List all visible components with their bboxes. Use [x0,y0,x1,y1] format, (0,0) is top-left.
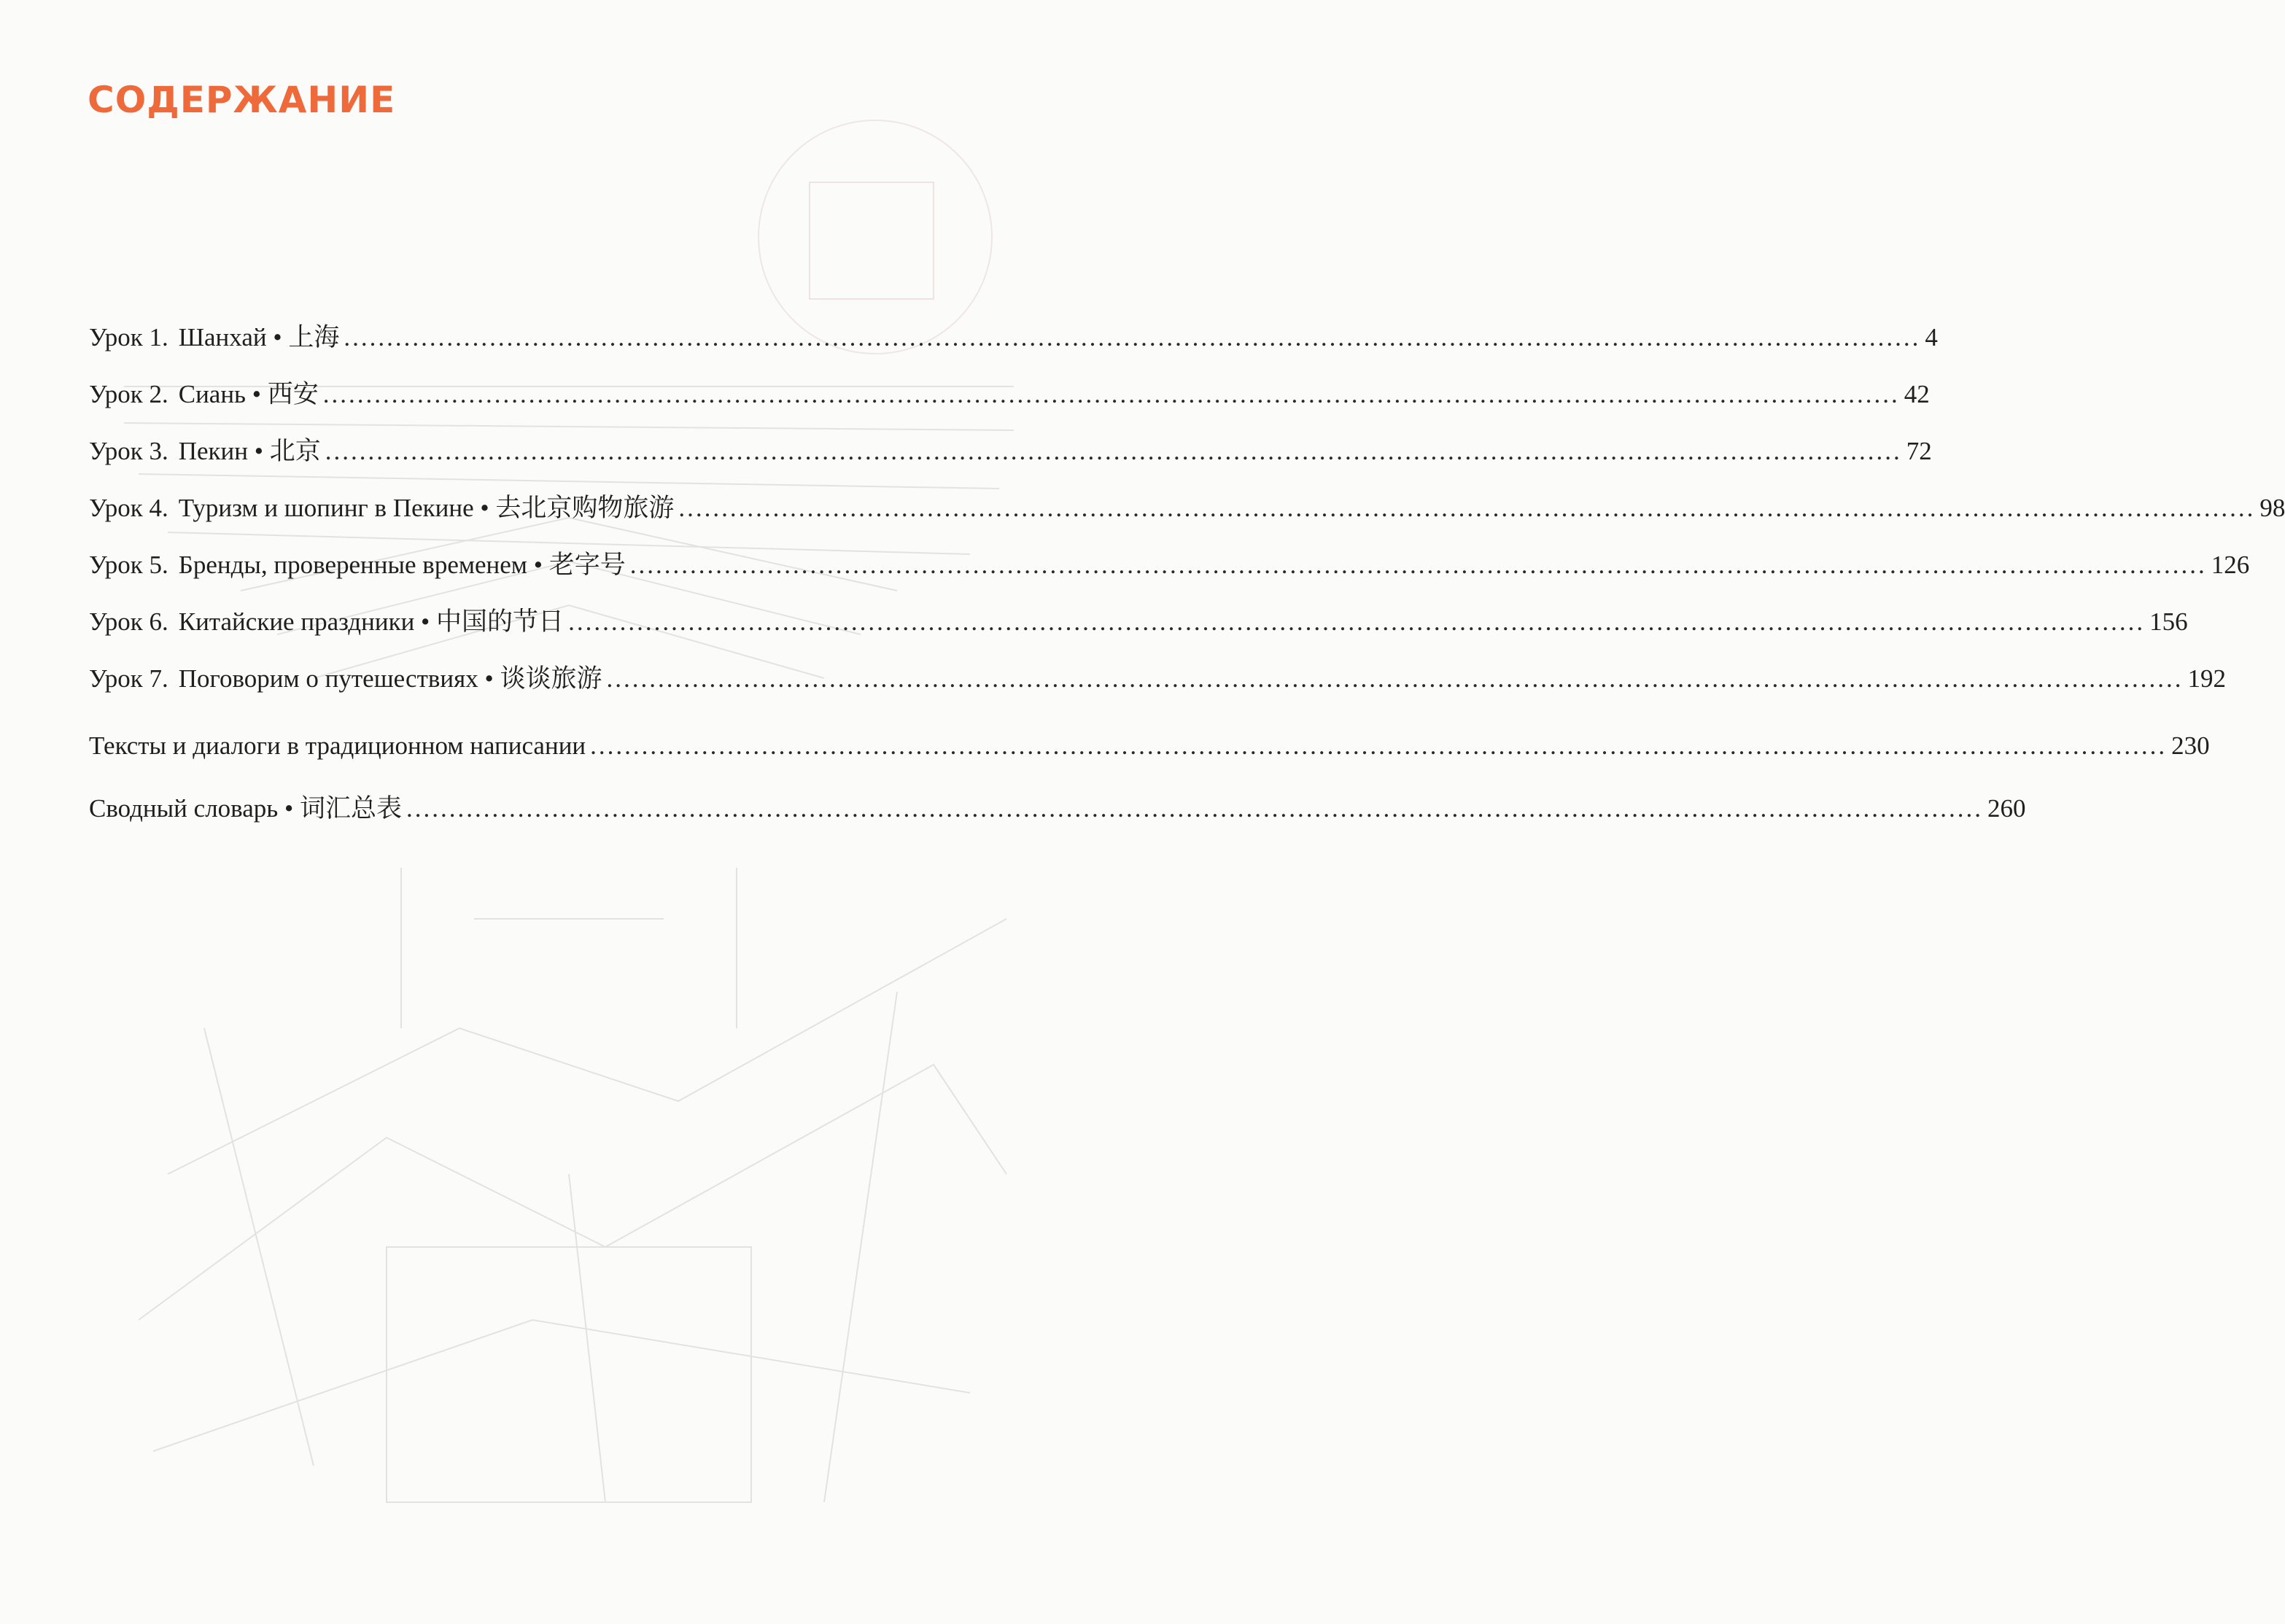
page-number: 42 [1904,380,1930,408]
page-number: 72 [1906,437,1932,465]
toc-entry-label: Тексты и диалоги в традиционном написании [89,731,586,760]
lesson-number: Урок 4. [89,494,168,522]
toc-entry-label [89,658,602,695]
dot-leader: ........................................................................................................................................................................................ [678,494,2256,522]
dot-leader: ........................................................................................................................................................................................ [344,323,1921,351]
toc-entry-label [89,317,339,354]
toc-entry-lesson-5[interactable] [89,545,2250,581]
toc-entry-lesson-6[interactable] [89,602,2188,638]
toc-entry-label [89,545,626,581]
toc-entry-lesson-1[interactable] [89,317,1938,354]
lesson-number: Урок 1. [89,323,168,351]
lesson-number: Урок 5. [89,551,168,579]
page-number: 98 [2259,494,2285,522]
page-number: 4 [1925,323,1938,351]
dot-leader: ........................................................................................................................................................................................ [322,380,1900,408]
dot-leader: ........................................................................................................................................................................................ [406,794,1983,823]
dot-leader: ........................................................................................................................................................................................ [606,664,2184,693]
lesson-title: Бренды, проверенные временем • 老字号 [178,551,626,579]
toc-entry-lesson-4[interactable] [89,488,2285,524]
page-number: 192 [2187,664,2227,693]
toc-entry-glossary[interactable] [89,788,2026,825]
dot-leader: ........................................................................................................................................................................................ [629,551,2207,579]
lesson-title: Китайские праздники • 中国的节日 [178,607,565,636]
toc-entry-lesson-2[interactable] [89,374,1930,411]
page-number: 126 [2211,551,2250,579]
toc-entry-lesson-7[interactable] [89,658,2227,695]
dot-leader: ........................................................................................................................................................................................ [325,437,1902,465]
dot-leader: ........................................................................................................................................................................................ [590,731,2168,760]
lesson-number: Урок 6. [89,607,168,636]
toc-entry-label [89,374,319,411]
page-title: СОДЕРЖАНИЕ [88,79,396,121]
toc-entry-label [89,431,321,467]
toc-entry-lesson-3[interactable] [89,431,1932,467]
page-number: 260 [1987,794,2026,823]
lesson-title: Поговорим о путешествиях • 谈谈旅游 [178,664,602,693]
lesson-number: Урок 7. [89,664,168,693]
toc-entry-label: Сводный словарь • 词汇总表 [89,794,402,823]
lesson-number: Урок 3. [89,437,168,465]
toc-entry-traditional-texts[interactable] [89,731,2210,768]
lesson-title: Пекин • 北京 [178,437,321,465]
lesson-title: Сиань • 西安 [178,380,319,408]
dot-leader: ........................................................................................................................................................................................ [568,607,2146,636]
page-number: 156 [2149,607,2188,636]
toc-entry-label [89,602,564,638]
lesson-number: Урок 2. [89,380,168,408]
page-number: 230 [2171,731,2210,760]
lesson-title: Туризм и шопинг в Пекине • 去北京购物旅游 [178,494,675,522]
toc-entry-label [89,488,674,524]
lesson-title: Шанхай • 上海 [178,323,340,351]
